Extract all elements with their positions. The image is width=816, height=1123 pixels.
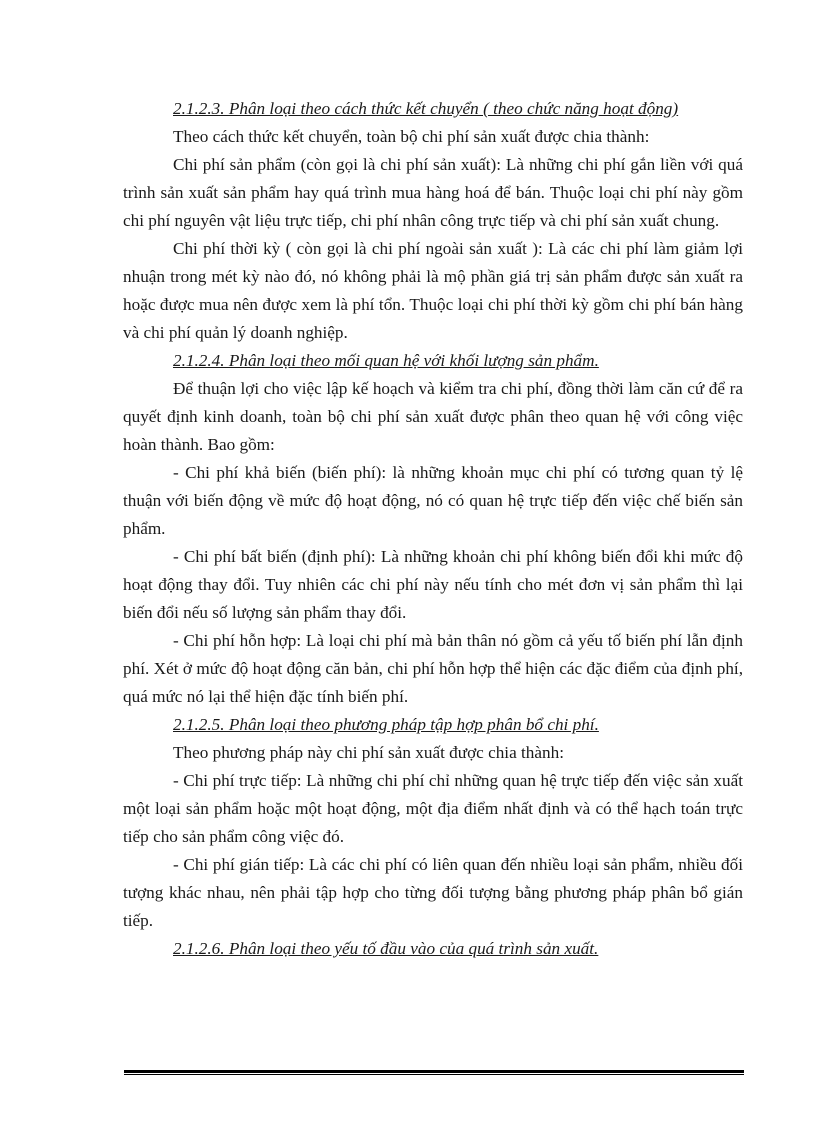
paragraph: Chi phí thời kỳ ( còn gọi là chi phí ngoài sản xuất ): Là các chi phí làm giảm lợi nhuận trong mét kỳ nào đó, nó không phải là mộ phần giá trị sản phẩm được sản xuất ra hoặc được mua nên được xem là phí tổn. Thuộc loại chi phí thời kỳ gồm chi phí bán hàng và chi phí quản lý doanh nghiệp. [123,239,743,342]
document-body [123,95,743,963]
paragraph: Theo phương pháp này chi phí sản xuất được chia thành: [173,743,564,762]
paragraph: Để thuận lợi cho việc lập kế hoạch và kiểm tra chi phí, đồng thời làm căn cứ để ra quyết định kinh doanh, toàn bộ chi phí sản xuất được phân theo quan hệ với công việc hoàn thành. Bao gồm: [123,379,743,454]
section-heading: 2.1.2.3. Phân loại theo cách thức kết chuyển ( theo chức năng hoạt động) [173,99,679,118]
section-heading: 2.1.2.5. Phân loại theo phương pháp tập hợp phân bổ chi phí. [173,715,599,734]
paragraph: - Chi phí khả biến (biến phí): là những khoản mục chi phí có tương quan tỷ lệ thuận với biến động về mức độ hoạt động, nó có quan hệ trực tiếp đến việc chế biến sản phẩm. [123,463,743,538]
section-heading: 2.1.2.4. Phân loại theo mối quan hệ với khối lượng sản phẩm. [173,351,599,370]
section-heading: 2.1.2.6. Phân loại theo yếu tố đầu vào của quá trình sản xuất. [173,939,599,958]
paragraph: - Chi phí hỗn hợp: Là loại chi phí mà bản thân nó gồm cả yếu tố biến phí lẫn định phí. Xét ở mức độ hoạt động căn bản, chi phí hỗn hợp thể hiện các đặc điểm của định phí, quá mức nó lại thể hiện đặc tính biến phí. [123,631,743,706]
paragraph: - Chi phí trực tiếp: Là những chi phí chỉ những quan hệ trực tiếp đến việc sản xuất một loại sản phẩm hoặc một hoạt động, một địa điểm nhất định và có thể hạch toán trực tiếp cho sản phẩm công việc đó. [123,771,743,846]
paragraph: - Chi phí gián tiếp: Là các chi phí có liên quan đến nhiều loại sản phẩm, nhiều đối tượng khác nhau, nên phải tập hợp cho từng đối tượng bằng phương pháp phân bổ gián tiếp. [123,855,743,930]
paragraph: Theo cách thức kết chuyển, toàn bộ chi phí sản xuất được chia thành: [173,127,650,146]
paragraph: Chi phí sản phẩm (còn gọi là chi phí sản xuất): Là những chi phí gắn liền với quá trình sản xuất sản phẩm hay quá trình mua hàng hoá để bán. Thuộc loại chi phí này gồm chi phí nguyên vật liệu trực tiếp, chi phí nhân công trực tiếp và chi phí sản xuất chung. [123,155,743,230]
paragraph: - Chi phí bất biến (định phí): Là những khoản chi phí không biến đổi khi mức độ hoạt động thay đổi. Tuy nhiên các chi phí này nếu tính cho mét đơn vị sản phẩm thì lại biến đổi nếu số lượng sản phẩm thay đổi. [123,547,743,622]
footer-double-rule [124,1070,744,1075]
